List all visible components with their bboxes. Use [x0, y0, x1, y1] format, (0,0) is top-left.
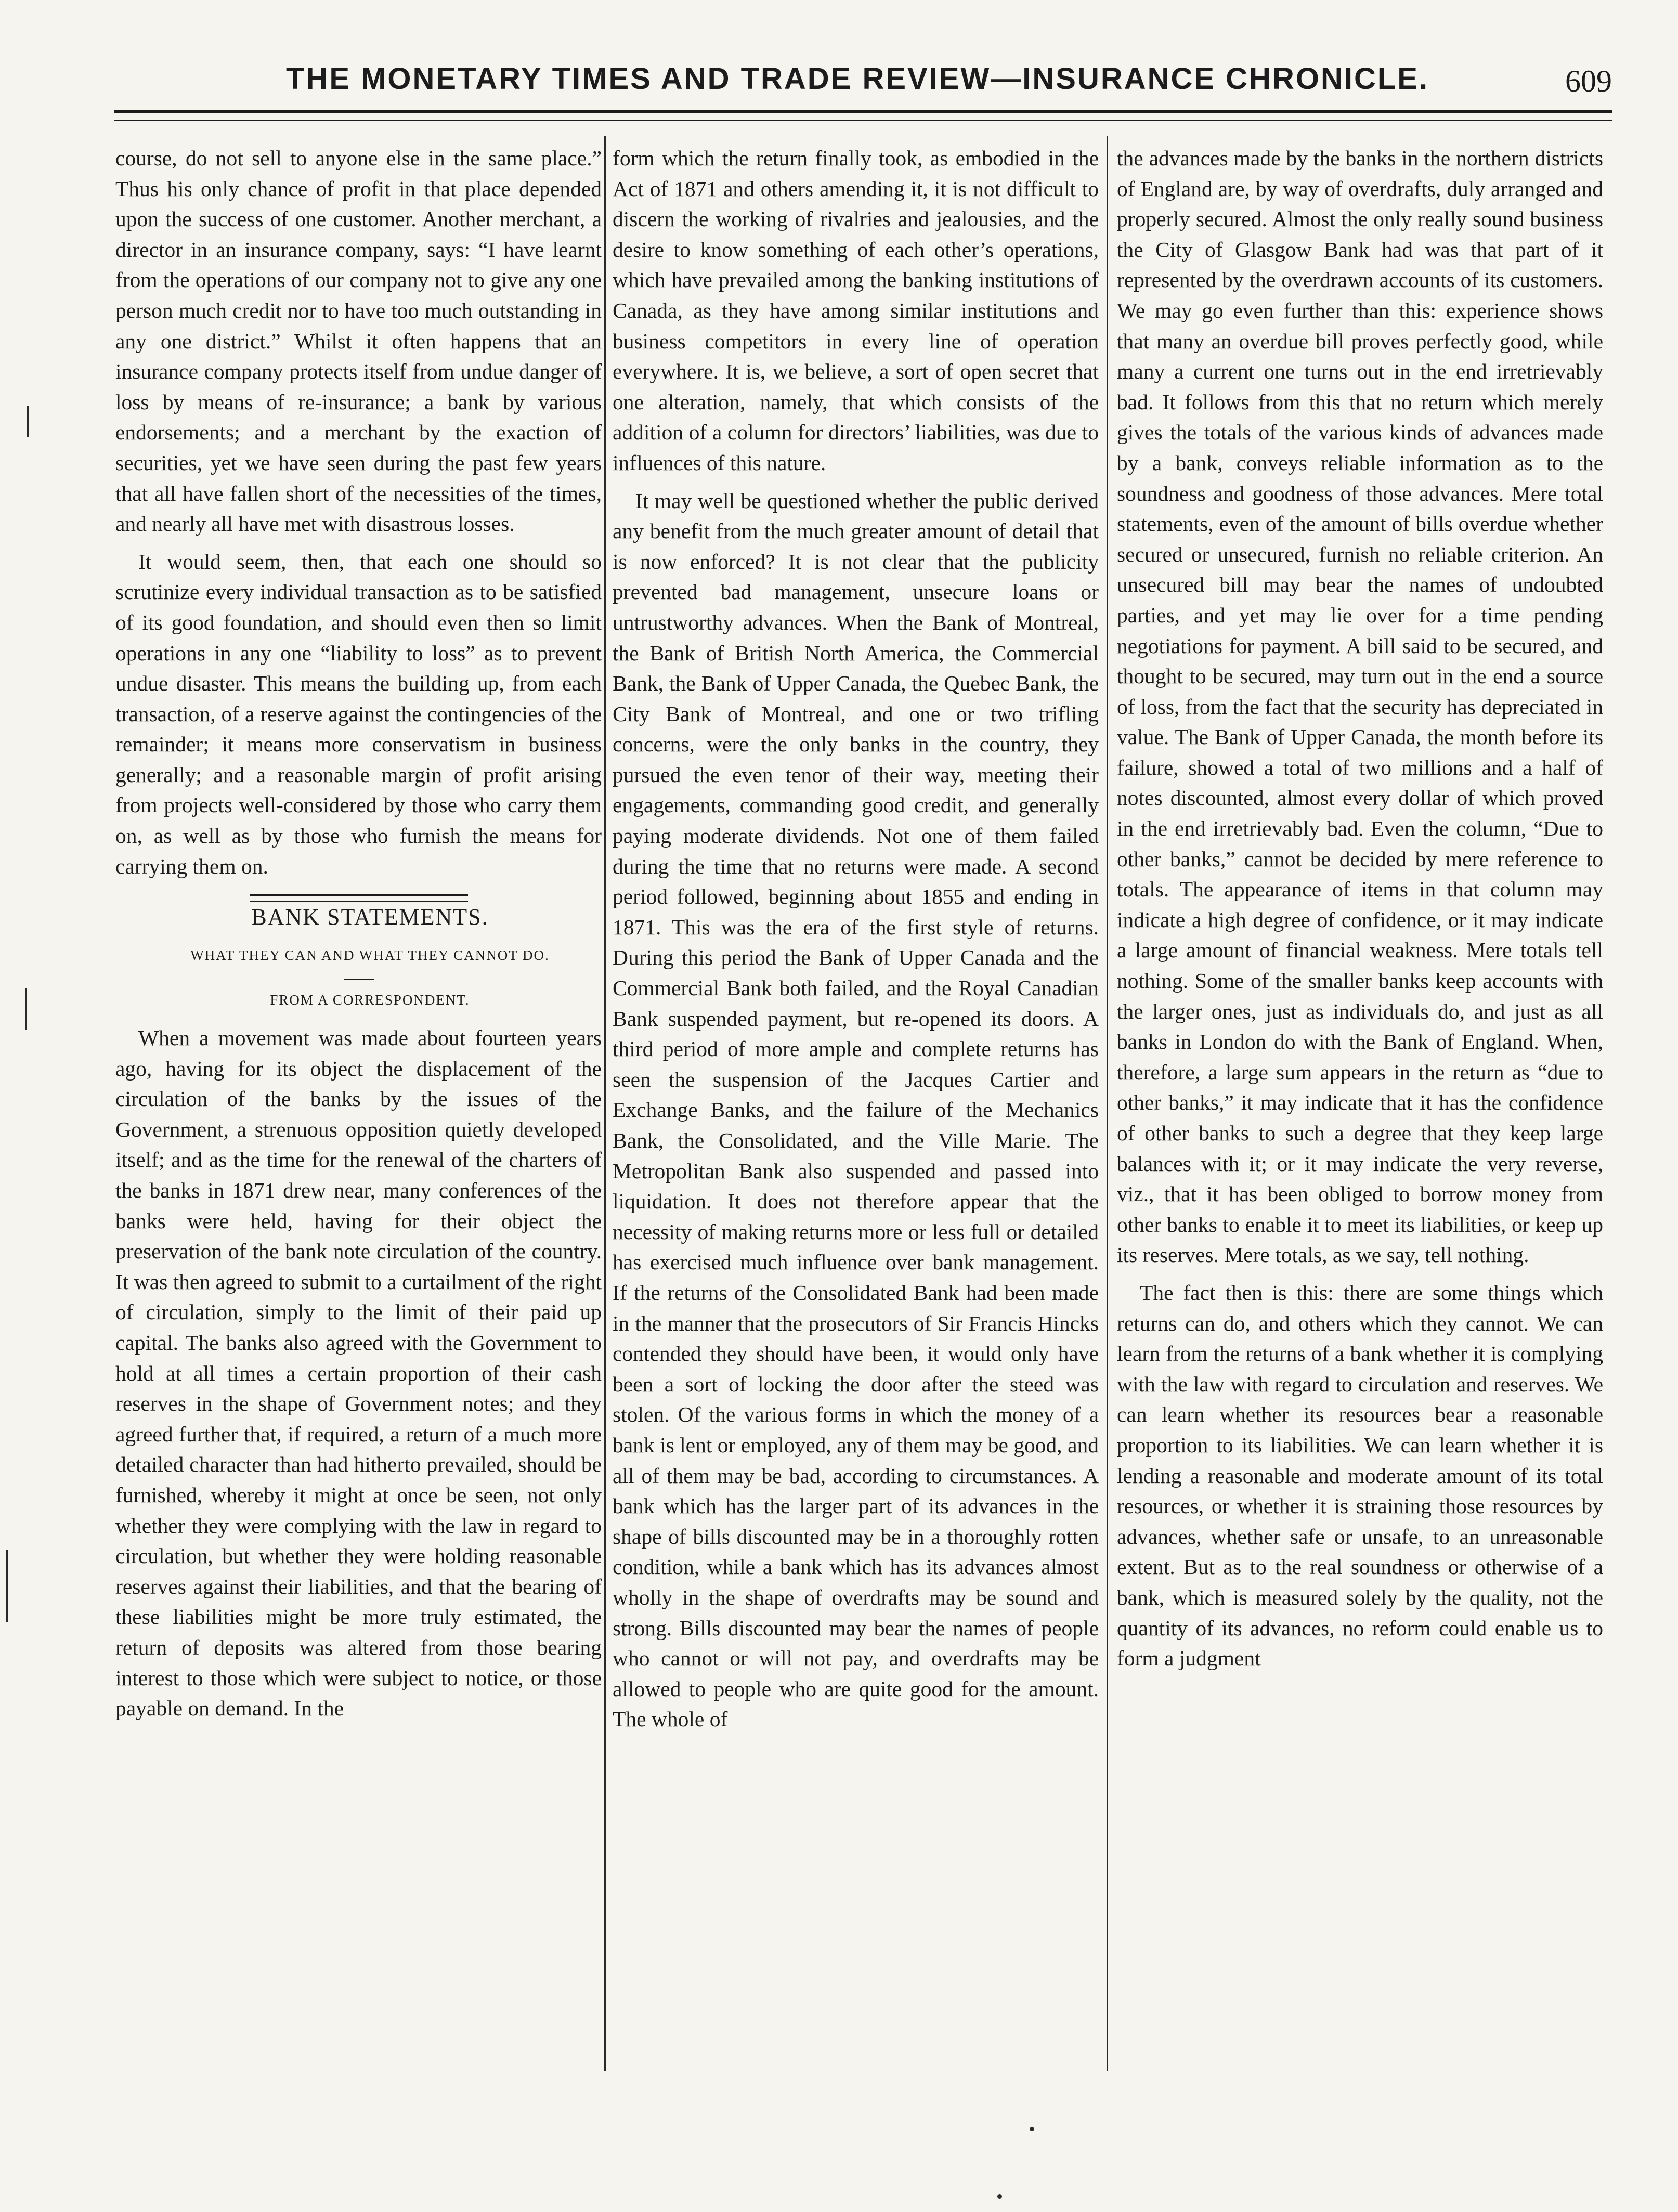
header-rule-thin — [114, 120, 1612, 121]
column-3 — [1117, 143, 1603, 1681]
paragraph: form which the return finally took, as embodied in the Act of 1871 and others amending it, it is not difficult to discern the working of rivalries and jealousies, and the desire to know something of each other’s operations, which have prevailed among the banking institutions of Canada, as they have among similar institutions and business competitors in every line of operation everywhere. It is, we believe, a sort of open secret that one alteration, namely, that which consists of the addition of a column for directors’ liabilities, was due to influences of this nature. — [613, 146, 1099, 475]
paragraph: course, do not sell to anyone else in the same place.” Thus his only chance of profit in that place depended upon the success of one customer. Another merchant, a director in an insurance company, says: “I have learnt from the operations of our company not to give any one person much credit nor to have too much outstanding in any one district.” Whilst it often happens that an insurance company protects itself from undue danger of loss by means of re-insurance; a bank by various endorsements; and a merchant by the exaction of securities, yet we have seen during the past few years that all have fallen short of the necessities of the times, and nearly all have met with disastrous losses. — [115, 146, 602, 536]
margin-mark — [27, 406, 29, 437]
section-divider — [250, 894, 468, 902]
paragraph: It would seem, then, that each one should so scrutinize every individual transaction as to be satisfied of its good foundation, and should even then so limit operations in any one “liability to loss” as to prevent undue disaster. This means the building up, from each transaction, of a reserve against the contingencies of the remainder; it means more conservatism in business generally; and a reasonable margin of profit arising from projects well-considered by those who carry them on, as well as by those who furnish the means for carrying them on. — [115, 549, 602, 878]
paragraph: When a movement was made about fourteen years ago, having for its object the displacement of the circulation of the banks by the issues of the Government, a strenuous opposition quietly developed itself; and as the time for the renewal of the charters of the banks in 1871 drew near, many conferences of the banks were held, having for their object the preservation of the bank note circulation of the country. It was then agreed to submit to a curtailment of the right of circulation, simply to the limit of their paid up capital. The banks also agreed with the Government to hold at all times a certain proportion of their cash reserves in the shape of Government notes; and they agreed further that, if required, a return of a much more detailed character than had hitherto prevailed, should be furnished, whereby it might at once be seen, not only whether they were complying with the law in regard to circulation, but whether they were holding reasonable reserves against their liabilities, and that the bearing of these liabilities might be more truly estimated, the return of deposits was altered from those bearing interest to those which were subject to notice, or those payable on demand. In the — [115, 1026, 602, 1721]
paragraph: The fact then is this: there are some things which returns can do, and others which they cannot. We can learn from the returns of a bank whether it is complying with the law with regard to circulation and reserves. We can learn whether its resources bear a reasonable proportion to its liabilities. We can learn whether it is lending a reasonable and moderate amount of its total resources, or whether it is straining those resources by advances, whether safe or unsafe, to an unreasonable extent. But as to the real soundness or otherwise of a bank, which is measured solely by the quality, not the quantity of its advances, no reform could enable us to form a judgment — [1117, 1280, 1603, 1671]
paragraph: It may well be questioned whether the public derived any benefit from the much greater amount of detail that is now enforced? It is not clear that the publicity prevented bad management, unsecure loans or untrustworthy advances. When the Bank of Montreal, the Bank of British North America, the Commercial Bank, the Bank of Upper Canada, the Quebec Bank, the City Bank of Montreal, and one or two trifling concerns, were the only banks in the country, they pursued the even tenor of their way, meeting their engagements, commanding good credit, and generally paying moderate dividends. Not one of them failed during the time that no returns were made. A second period followed, beginning about 1855 and ending in 1871. This was the era of the first style of returns. During this period the Bank of Upper Canada and the Commercial Bank both failed, and the Royal Canadian Bank suspended payment, but re-opened its doors. A third period of more ample and complete returns has seen the suspension of the Jacques Cartier and Exchange Banks, and the failure of the Mechanics Bank, the Consolidated, and the Ville Marie. The Metropolitan Bank also suspended and passed into liquidation. It does not therefore appear that the necessity of making returns more or less full or detailed has exercised much influence over bank management. If the returns of the Consolidated Bank had been made in the manner that the prosecutors of Sir Francis Hincks contended they should have been, it would only have been a sort of locking the door after the steed was stolen. Of the various forms in which the money of a bank is lent or employed, any of them may be good, and all of them may be bad, according to circumstances. A bank which has the larger part of its advances in the shape of bills discounted may be in a thoroughly rotten condition, while a bank which has its advances almost wholly in the shape of overdrafts may be sound and strong. Bills discounted may bear the names of people who cannot or will not pay, and overdrafts may be allowed to people who are quite good for the amount. The whole of — [613, 488, 1099, 1732]
column-2 — [613, 143, 1099, 1742]
margin-mark — [6, 1550, 8, 1622]
column-1 — [115, 143, 602, 1731]
publication-title: THE MONETARY TIMES AND TRADE REVIEW—INSURANCE CHRONICLE. — [286, 62, 1429, 96]
scan-speck — [997, 2194, 1002, 2199]
page-number: 609 — [1565, 64, 1612, 98]
article-title: BANK STATEMENTS. — [251, 904, 489, 930]
running-head — [114, 61, 1612, 103]
header-rule — [114, 110, 1612, 113]
paragraph: the advances made by the banks in the northern districts of England are, by way of overdrafts, duly arranged and properly secured. Almost the only really sound business the City of Glasgow Bank had was that part of it represented by the overdrawn accounts of its customers. We may go even further than this: experience shows that many an overdue bill proves perfectly good, while many a current one turns out in the end irretrievably bad. It follows from this that no return which merely gives the totals of the various kinds of advances made by a bank, conveys reliable information as to the soundness and goodness of those advances. Mere total statements, even of the amount of bills overdue whether secured or unsecured, furnish no reliable criterion. An unsecured bill may bear the names of undoubted parties, and yet may lie over for a time pending negotiations for payment. A bill said to be secured, and thought to be secured, may turn out in the end a source of loss, from the fact that the security has depreciated in value. The Bank of Upper Canada, the month before its failure, showed a total of two millions and a half of notes discounted, almost every dollar of which proved in the end irretrievably bad. Even the column, “Due to other banks,” cannot be decided by mere reference to totals. The appearance of items in that column may indicate a high degree of confidence, or it may indicate a large amount of financial weakness. Mere totals tell nothing. Some of the smaller banks keep accounts with the larger ones, just as individuals do, and just as all banks in London do with the Bank of England. When, therefore, a large sum appears in the return as “due to other banks,” it may indicate that it has the confidence of other banks to such a degree that they keep large balances with it; or it may indicate the very reverse, viz., that it has been obliged to borrow money from other banks to enable it to meet its liabilities, or keep up its reserves. Mere totals, as we say, tell nothing. — [1117, 146, 1603, 1267]
byline-rule — [344, 979, 374, 980]
article-byline: FROM A CORRESPONDENT. — [270, 992, 470, 1008]
scan-speck — [1030, 2127, 1034, 2131]
column-divider — [604, 136, 606, 2071]
column-divider — [1107, 136, 1108, 2071]
margin-mark — [25, 988, 27, 1030]
article-subtitle: WHAT THEY CAN AND WHAT THEY CANNOT DO. — [190, 947, 550, 963]
